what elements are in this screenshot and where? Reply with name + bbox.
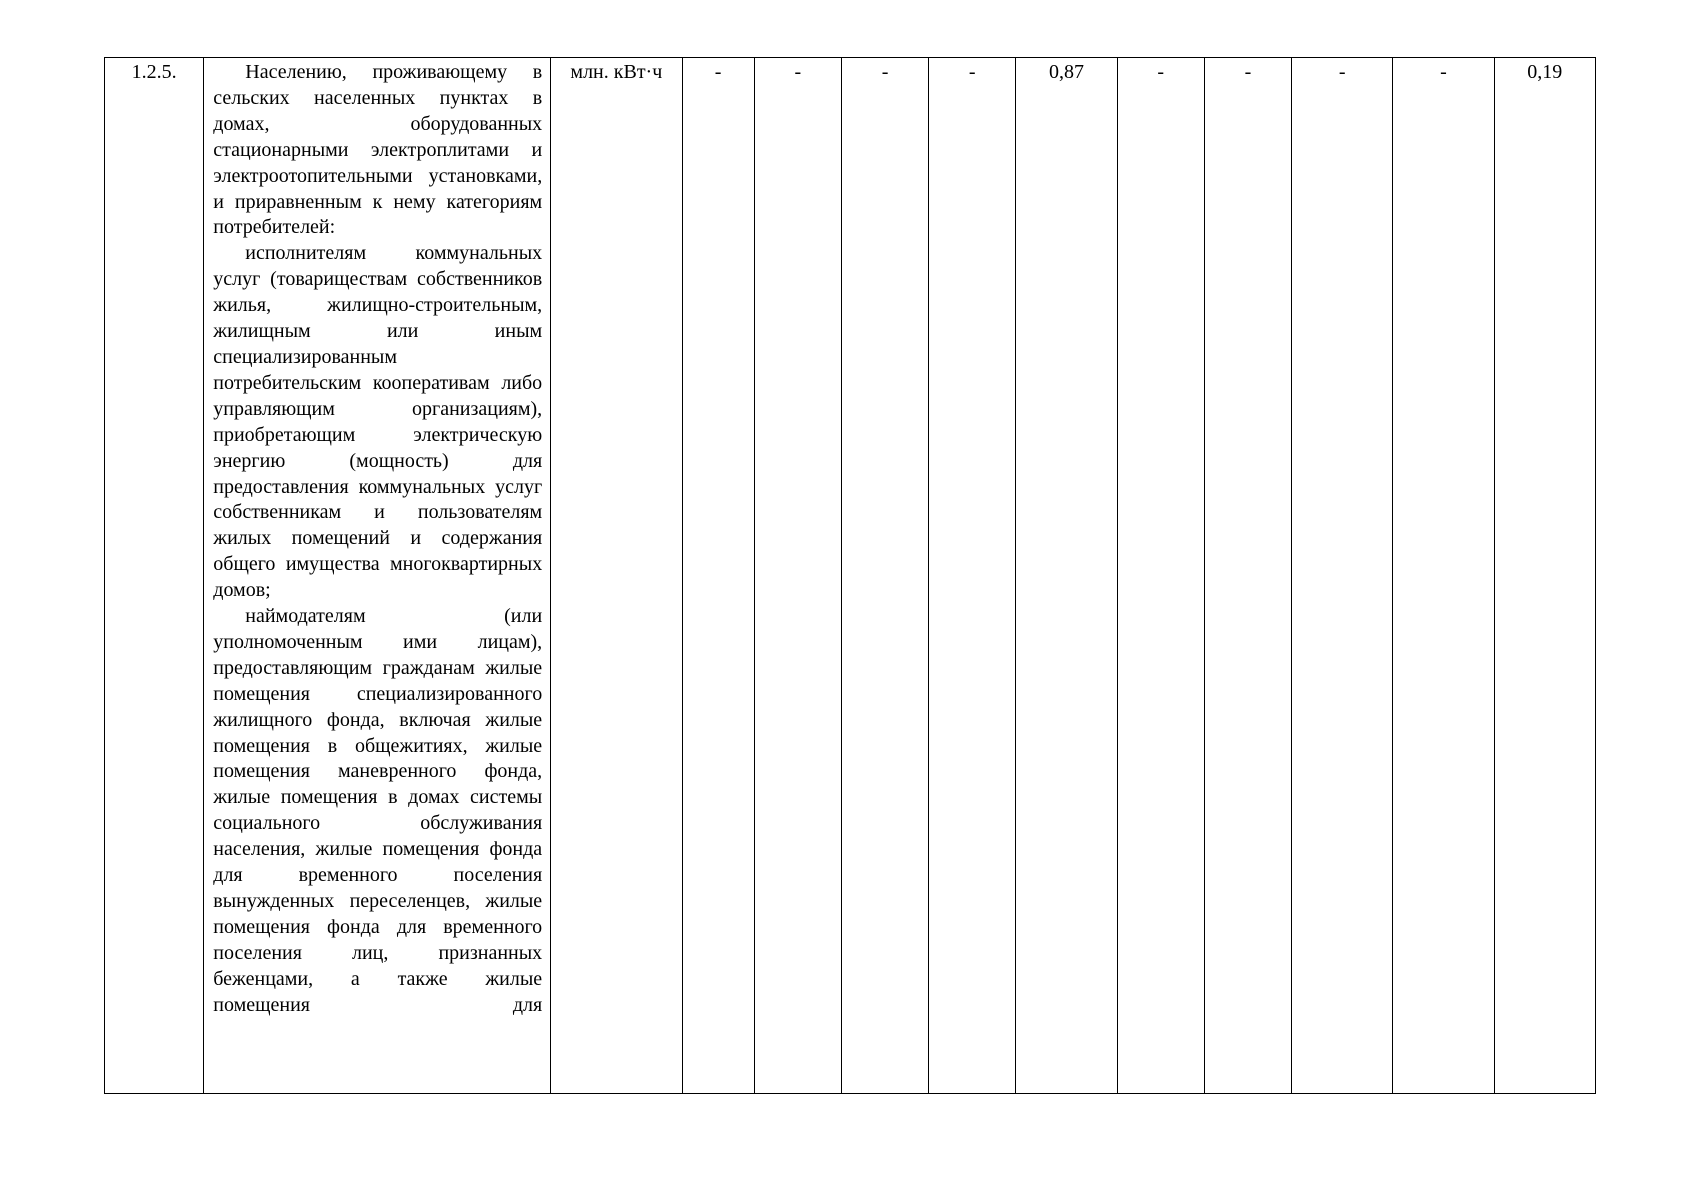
row-description — [204, 58, 551, 1094]
value-cell-2: - — [754, 58, 841, 1094]
unit-cell: млн. кВт·ч — [551, 58, 682, 1094]
row-number: 1.2.5. — [105, 58, 204, 1094]
description-paragraph-2: исполнителям коммунальных услуг (товариществам собственников жилья, жилищно-строительным, жилищным или иным специализированным потребительским кооперативам либо управляющим организациям), приобретающим электрическую энергию (мощность) для предоставления коммунальных услуг собственникам и пользователям жилых помещений и содержания общего имущества многоквартирных домов; — [213, 242, 543, 602]
description-paragraph-3: наймодателям (или уполномоченным ими лицам), предоставляющим гражданам жилые помещения специализированного жилищного фонда, включая жилые помещения в общежитиях, жилые помещения маневренного фонда, жилые помещения в домах системы социального обслуживания населения, жилые помещения фонда для временного поселения вынужденных переселенцев, жилые помещения фонда для временного поселения лиц, признанных беженцами, а также жилые помещения для — [213, 605, 543, 1016]
value-cell-3: - — [841, 58, 928, 1094]
value-cell-5: 0,87 — [1016, 58, 1117, 1094]
value-cell-6: - — [1117, 58, 1204, 1094]
value-cell-9: - — [1393, 58, 1494, 1094]
tariff-table — [104, 57, 1596, 1094]
value-cell-8: - — [1292, 58, 1393, 1094]
description-paragraph-1: Населению, проживающему в сельских населенных пунктах в домах, оборудованных стационарными электроплитами и электроотопительными установками, и приравненным к нему категориям потребителей: — [213, 61, 543, 239]
value-cell-10: 0,19 — [1494, 58, 1595, 1094]
value-cell-7: - — [1204, 58, 1291, 1094]
value-cell-1: - — [682, 58, 754, 1094]
value-cell-4: - — [929, 58, 1016, 1094]
table-row — [105, 58, 1596, 1094]
